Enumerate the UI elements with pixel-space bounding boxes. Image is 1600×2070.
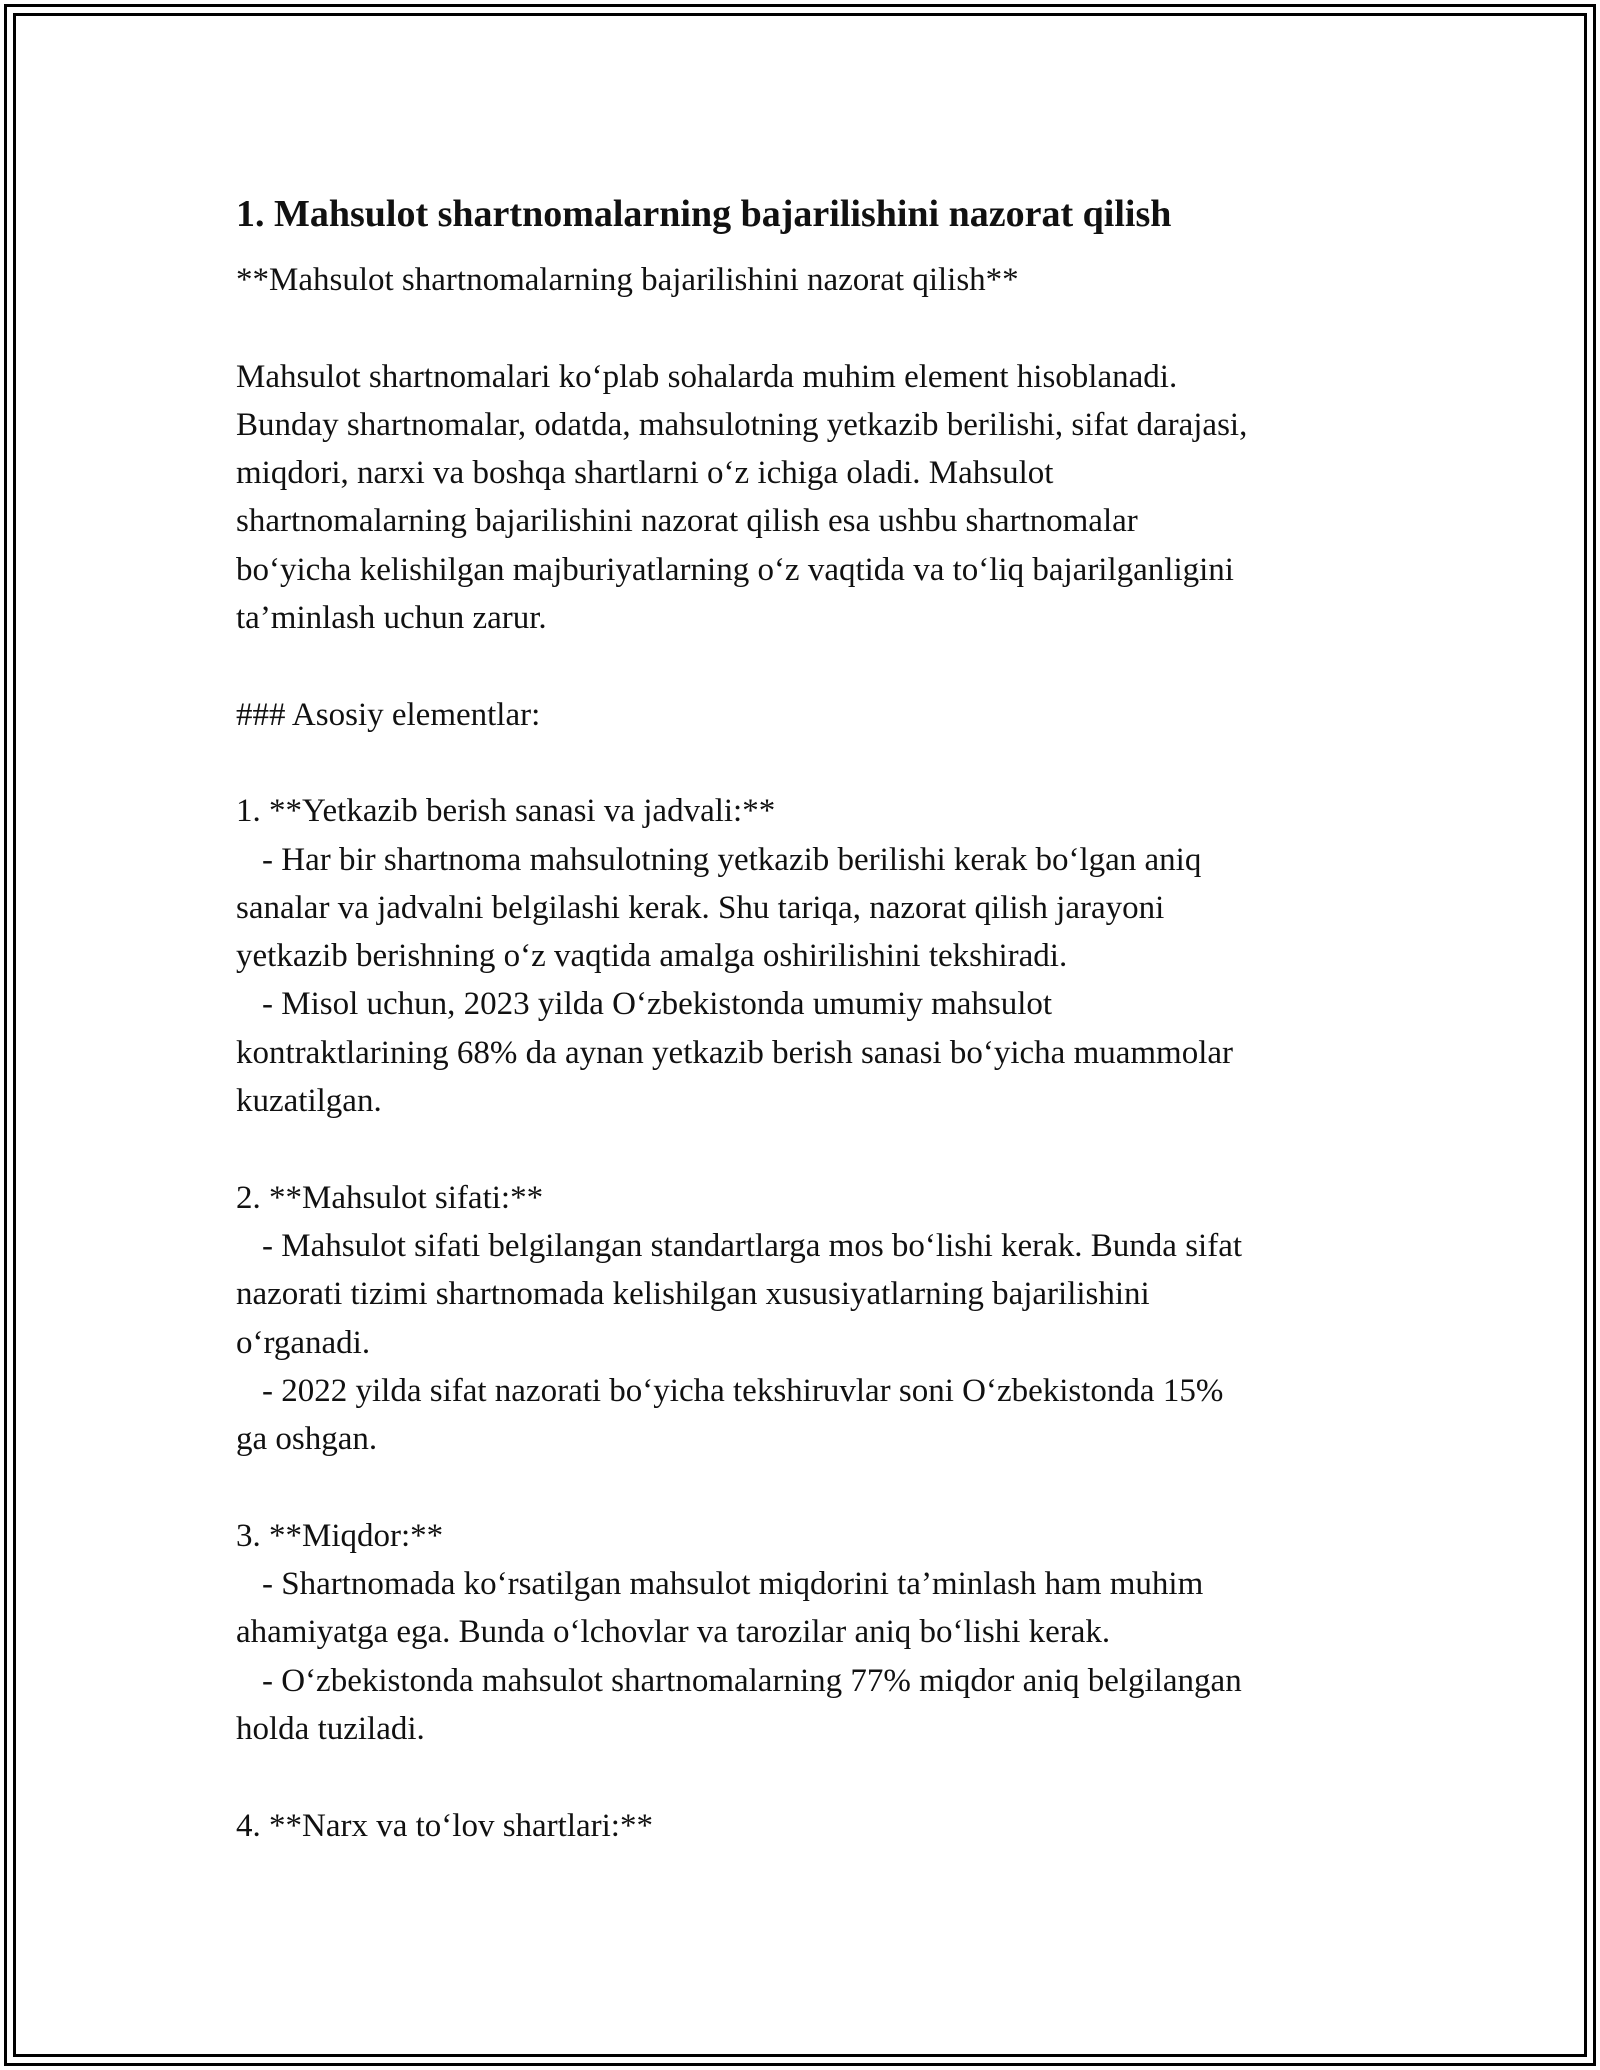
intro-line: bo‘yicha kelishilgan majburiyatlarning o‘z vaqtida va to‘liq bajarilganligini: [236, 551, 1234, 588]
list-item: [236, 1512, 1396, 1753]
list-item-heading: 4. **Narx va to‘lov shartlari:**: [236, 1807, 653, 1844]
list-item-line: - 2022 yilda sifat nazorati bo‘yicha tekshiruvlar soni O‘zbekistonda 15%: [262, 1372, 1224, 1409]
list-item-line: - Shartnomada ko‘rsatilgan mahsulot miqdorini ta’minlash ham muhim: [262, 1566, 1204, 1603]
paragraph-gap: [236, 739, 1396, 787]
intro-line: Mahsulot shartnomalari ko‘plab sohalarda muhim element hisoblanadi.: [236, 358, 1178, 395]
paragraph-gap: [236, 1463, 1396, 1511]
intro-line: shartnomalarning bajarilishini nazorat qilish esa ushbu shartnomalar: [236, 503, 1138, 540]
list-item-line: - Har bir shartnoma mahsulotning yetkazib berilishi kerak bo‘lgan aniq: [262, 841, 1202, 878]
intro-paragraph: [236, 353, 1396, 643]
paragraph-gap: [236, 304, 1396, 352]
list-item-line: sanalar va jadvalni belgilashi kerak. Shu tariqa, nazorat qilish jarayoni: [236, 889, 1165, 926]
intro-line: ta’minlash uchun zarur.: [236, 600, 547, 637]
list-item-line: ga oshgan.: [236, 1421, 378, 1458]
list-item-heading: 2. **Mahsulot sifati:**: [236, 1179, 544, 1216]
list-item: [236, 787, 1396, 1125]
list-item-line: kontraktlarining 68% da aynan yetkazib berish sanasi bo‘yicha muammolar: [236, 1034, 1234, 1071]
intro-line: Bunday shartnomalar, odatda, mahsulotning yetkazib berilishi, sifat darajasi,: [236, 406, 1248, 443]
paragraph-gap: [236, 1125, 1396, 1173]
list-item-heading: 1. **Yetkazib berish sanasi va jadvali:**: [236, 793, 776, 830]
list-item-line: kuzatilgan.: [236, 1083, 382, 1120]
list-item-line: ahamiyatga ega. Bunda o‘lchovlar va tarozilar aniq bo‘lishi kerak.: [236, 1614, 1111, 1651]
intro-line: miqdori, narxi va boshqa shartlarni o‘z ichiga oladi. Mahsulot: [236, 455, 1054, 492]
document-body: [236, 184, 1396, 1850]
document-subtitle: **Mahsulot shartnomalarning bajarilishini nazorat qilish**: [236, 262, 1019, 298]
list-item-line: nazorati tizimi shartnomada kelishilgan xususiyatlarning bajarilishini: [236, 1276, 1150, 1313]
paragraph-gap: [236, 642, 1396, 690]
list-item-line: - Mahsulot sifati belgilangan standartlarga mos bo‘lishi kerak. Bunda sifat: [262, 1227, 1243, 1264]
list-item-line: yetkazib berishning o‘z vaqtida amalga oshirilishini tekshiradi.: [236, 938, 1068, 975]
paragraph-gap: [236, 1753, 1396, 1801]
list-item-heading: 3. **Miqdor:**: [236, 1517, 444, 1554]
list-item-line: o‘rganadi.: [236, 1324, 371, 1361]
list-item-line: - Misol uchun, 2023 yilda O‘zbekistonda umumiy mahsulot: [262, 986, 1053, 1023]
document-title: 1. Mahsulot shartnomalarning bajarilishini nazorat qilish: [236, 193, 1172, 235]
section-heading: ### Asosiy elementlar:: [236, 696, 541, 733]
list-item-line: - O‘zbekistonda mahsulot shartnomalarning 77% miqdor aniq belgilangan: [262, 1662, 1242, 1699]
list-item: [236, 1802, 1396, 1850]
list-item: [236, 1174, 1396, 1464]
list-item-line: holda tuziladi.: [236, 1710, 425, 1747]
